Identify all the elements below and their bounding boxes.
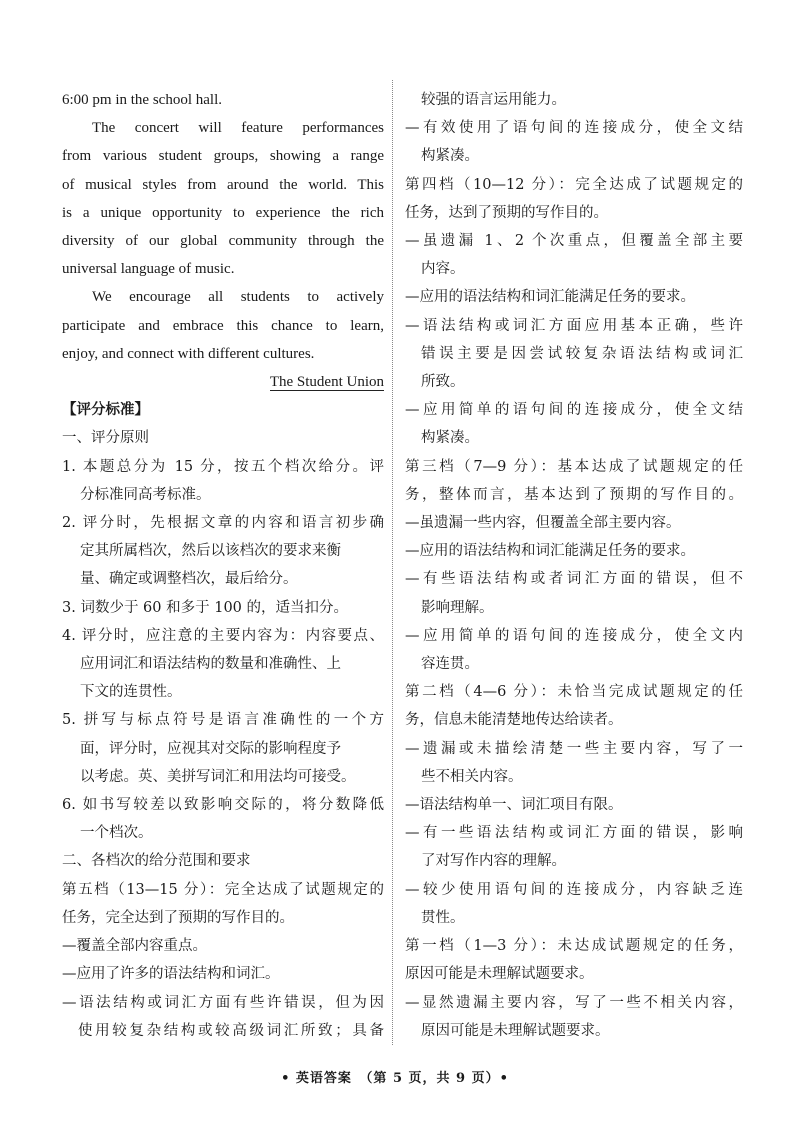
left-column-line: 5. 拼写与标点符号是语言准确性的一个方 <box>62 712 384 729</box>
right-column-line: 构紧凑。 <box>421 148 479 165</box>
right-column-line: —较少使用语句间的连接成分，内容缺乏连 <box>405 881 743 898</box>
left-column-line: universal language of music. <box>62 261 235 278</box>
right-column-line: —应用的语法结构和词汇能满足任务的要求。 <box>405 543 695 560</box>
right-column-line: 贯性。 <box>421 909 465 926</box>
left-column-line: is a unique opportunity to experience the rich <box>62 204 384 221</box>
left-column-line: participate and embrace this chance to learn, <box>62 317 384 334</box>
left-column <box>62 86 392 1045</box>
right-column-line: —应用简单的语句间的连接成分，使全文内 <box>405 627 743 644</box>
left-column-line: 6. 如书写较差以致影响交际的，将分数降低 <box>62 797 384 814</box>
left-column-line: 使用较复杂结构或较高级词汇所致；具备 <box>78 1022 384 1039</box>
left-column-line: 4. 评分时，应注意的主要内容为：内容要点、 <box>62 627 384 644</box>
signature: The Student Union <box>269 374 384 391</box>
left-column-line: 下文的连贯性。 <box>80 684 182 701</box>
right-column-line: 所致。 <box>421 374 465 391</box>
page-footer: • 英语答案 （第 5 页，共 9 页）• <box>281 1070 509 1086</box>
left-column-line: 面，评分时，应视其对交际的影响程度予 <box>80 740 341 757</box>
left-column-line: 二、各档次的给分范围和要求 <box>62 853 251 870</box>
right-column-line: 务，信息未能清楚地传达给读者。 <box>405 712 623 729</box>
right-column-line: 第三档（7—9 分）：基本达成了试题规定的任 <box>405 458 743 475</box>
left-column-line: The concert will feature performances <box>92 120 384 137</box>
right-column-line: —有些语法结构或者词汇方面的错误，但不 <box>405 571 743 588</box>
left-column-line: from various student groups, showing a range <box>62 148 384 165</box>
left-column-line: 一个档次。 <box>80 825 153 842</box>
right-column-line: 原因可能是未理解试题要求。 <box>421 1022 610 1039</box>
left-column-line: 6:00 pm in the school hall. <box>62 92 222 108</box>
right-column-line: 些不相关内容。 <box>421 768 523 785</box>
left-column-line: —覆盖全部内容重点。 <box>62 938 207 955</box>
right-column-line: 较强的语言运用能力。 <box>421 92 566 108</box>
right-column-line: —有一些语法结构或词汇方面的错误，影响 <box>405 825 743 842</box>
right-column-line: 务，整体而言，基本达到了预期的写作目的。 <box>405 486 743 503</box>
right-column-line: 第二档（4—6 分）：未恰当完成试题规定的任 <box>405 684 743 701</box>
right-column-line: —虽遗漏一些内容，但覆盖全部主要内容。 <box>405 515 681 532</box>
left-column-line: 3. 词数少于 60 和多于 100 的，适当扣分。 <box>62 599 349 616</box>
right-column-line: 影响理解。 <box>421 599 494 616</box>
right-column <box>393 86 743 1045</box>
left-column-line: 1. 本题总分为 15 分，按五个档次给分。评 <box>62 458 384 475</box>
left-column-line: 任务，完全达到了预期的写作目的。 <box>62 909 294 926</box>
right-column-line: 了对写作内容的理解。 <box>421 853 566 870</box>
right-column-line: 任务，达到了预期的写作目的。 <box>405 204 608 221</box>
right-column-line: —显然遗漏主要内容，写了一些不相关内容， <box>405 994 743 1011</box>
right-column-line: —遗漏或未描绘清楚一些主要内容，写了一 <box>405 740 743 757</box>
left-column-line <box>62 368 384 396</box>
right-column-line: 容连贯。 <box>421 656 479 673</box>
left-column-line: 【评分标准】 <box>62 401 149 419</box>
right-column-line: —有效使用了语句间的连接成分，使全文结 <box>405 120 743 137</box>
left-column-line: of musical styles from around the world. This <box>62 176 384 193</box>
right-column-line: —语法结构单一、词汇项目有限。 <box>405 797 623 814</box>
left-column-line: 定其所属档次，然后以该档次的要求来衡 <box>80 543 341 560</box>
right-column-line: —应用的语法结构和词汇能满足任务的要求。 <box>405 289 695 306</box>
right-column-line: 第一档（1—3 分）：未达成试题规定的任务， <box>405 938 743 955</box>
right-column-line: —虽遗漏 1、2 个次重点，但覆盖全部主要 <box>405 233 743 250</box>
left-column-line: 一、评分原则 <box>62 430 149 447</box>
left-column-line: enjoy, and connect with different cultures. <box>62 345 315 362</box>
left-column-line: We encourage all students to actively <box>92 289 384 306</box>
left-column-line: —应用了许多的语法结构和词汇。 <box>62 966 280 983</box>
right-column-line: —语法结构或词汇方面应用基本正确，些许 <box>405 317 743 334</box>
left-column-line: 量、确定或调整档次，最后给分。 <box>80 571 298 588</box>
left-column-line: 分标准同高考标准。 <box>80 486 211 503</box>
right-column-line: 第四档（10—12 分）：完全达成了试题规定的 <box>405 176 743 193</box>
right-column-line: 错误主要是因尝试较复杂语法结构或词汇 <box>421 345 743 362</box>
left-column-line: 第五档（13—15 分）：完全达成了试题规定的 <box>62 881 384 898</box>
right-column-line: 原因可能是未理解试题要求。 <box>405 966 594 983</box>
left-column-line: 2. 评分时，先根据文章的内容和语言初步确 <box>62 515 384 532</box>
left-column-line: —语法结构或词汇方面有些许错误，但为因 <box>62 994 384 1011</box>
columns <box>0 86 800 1045</box>
left-column-line: 以考虑。英、美拼写词汇和用法均可接受。 <box>80 768 356 785</box>
right-column-line: —应用简单的语句间的连接成分，使全文结 <box>405 402 743 419</box>
left-column-line: diversity of our global community through the <box>62 233 384 250</box>
left-column-line: 应用词汇和语法结构的数量和准确性、上 <box>80 656 341 673</box>
right-column-line: 构紧凑。 <box>421 430 479 447</box>
right-column-line: 内容。 <box>421 261 465 278</box>
